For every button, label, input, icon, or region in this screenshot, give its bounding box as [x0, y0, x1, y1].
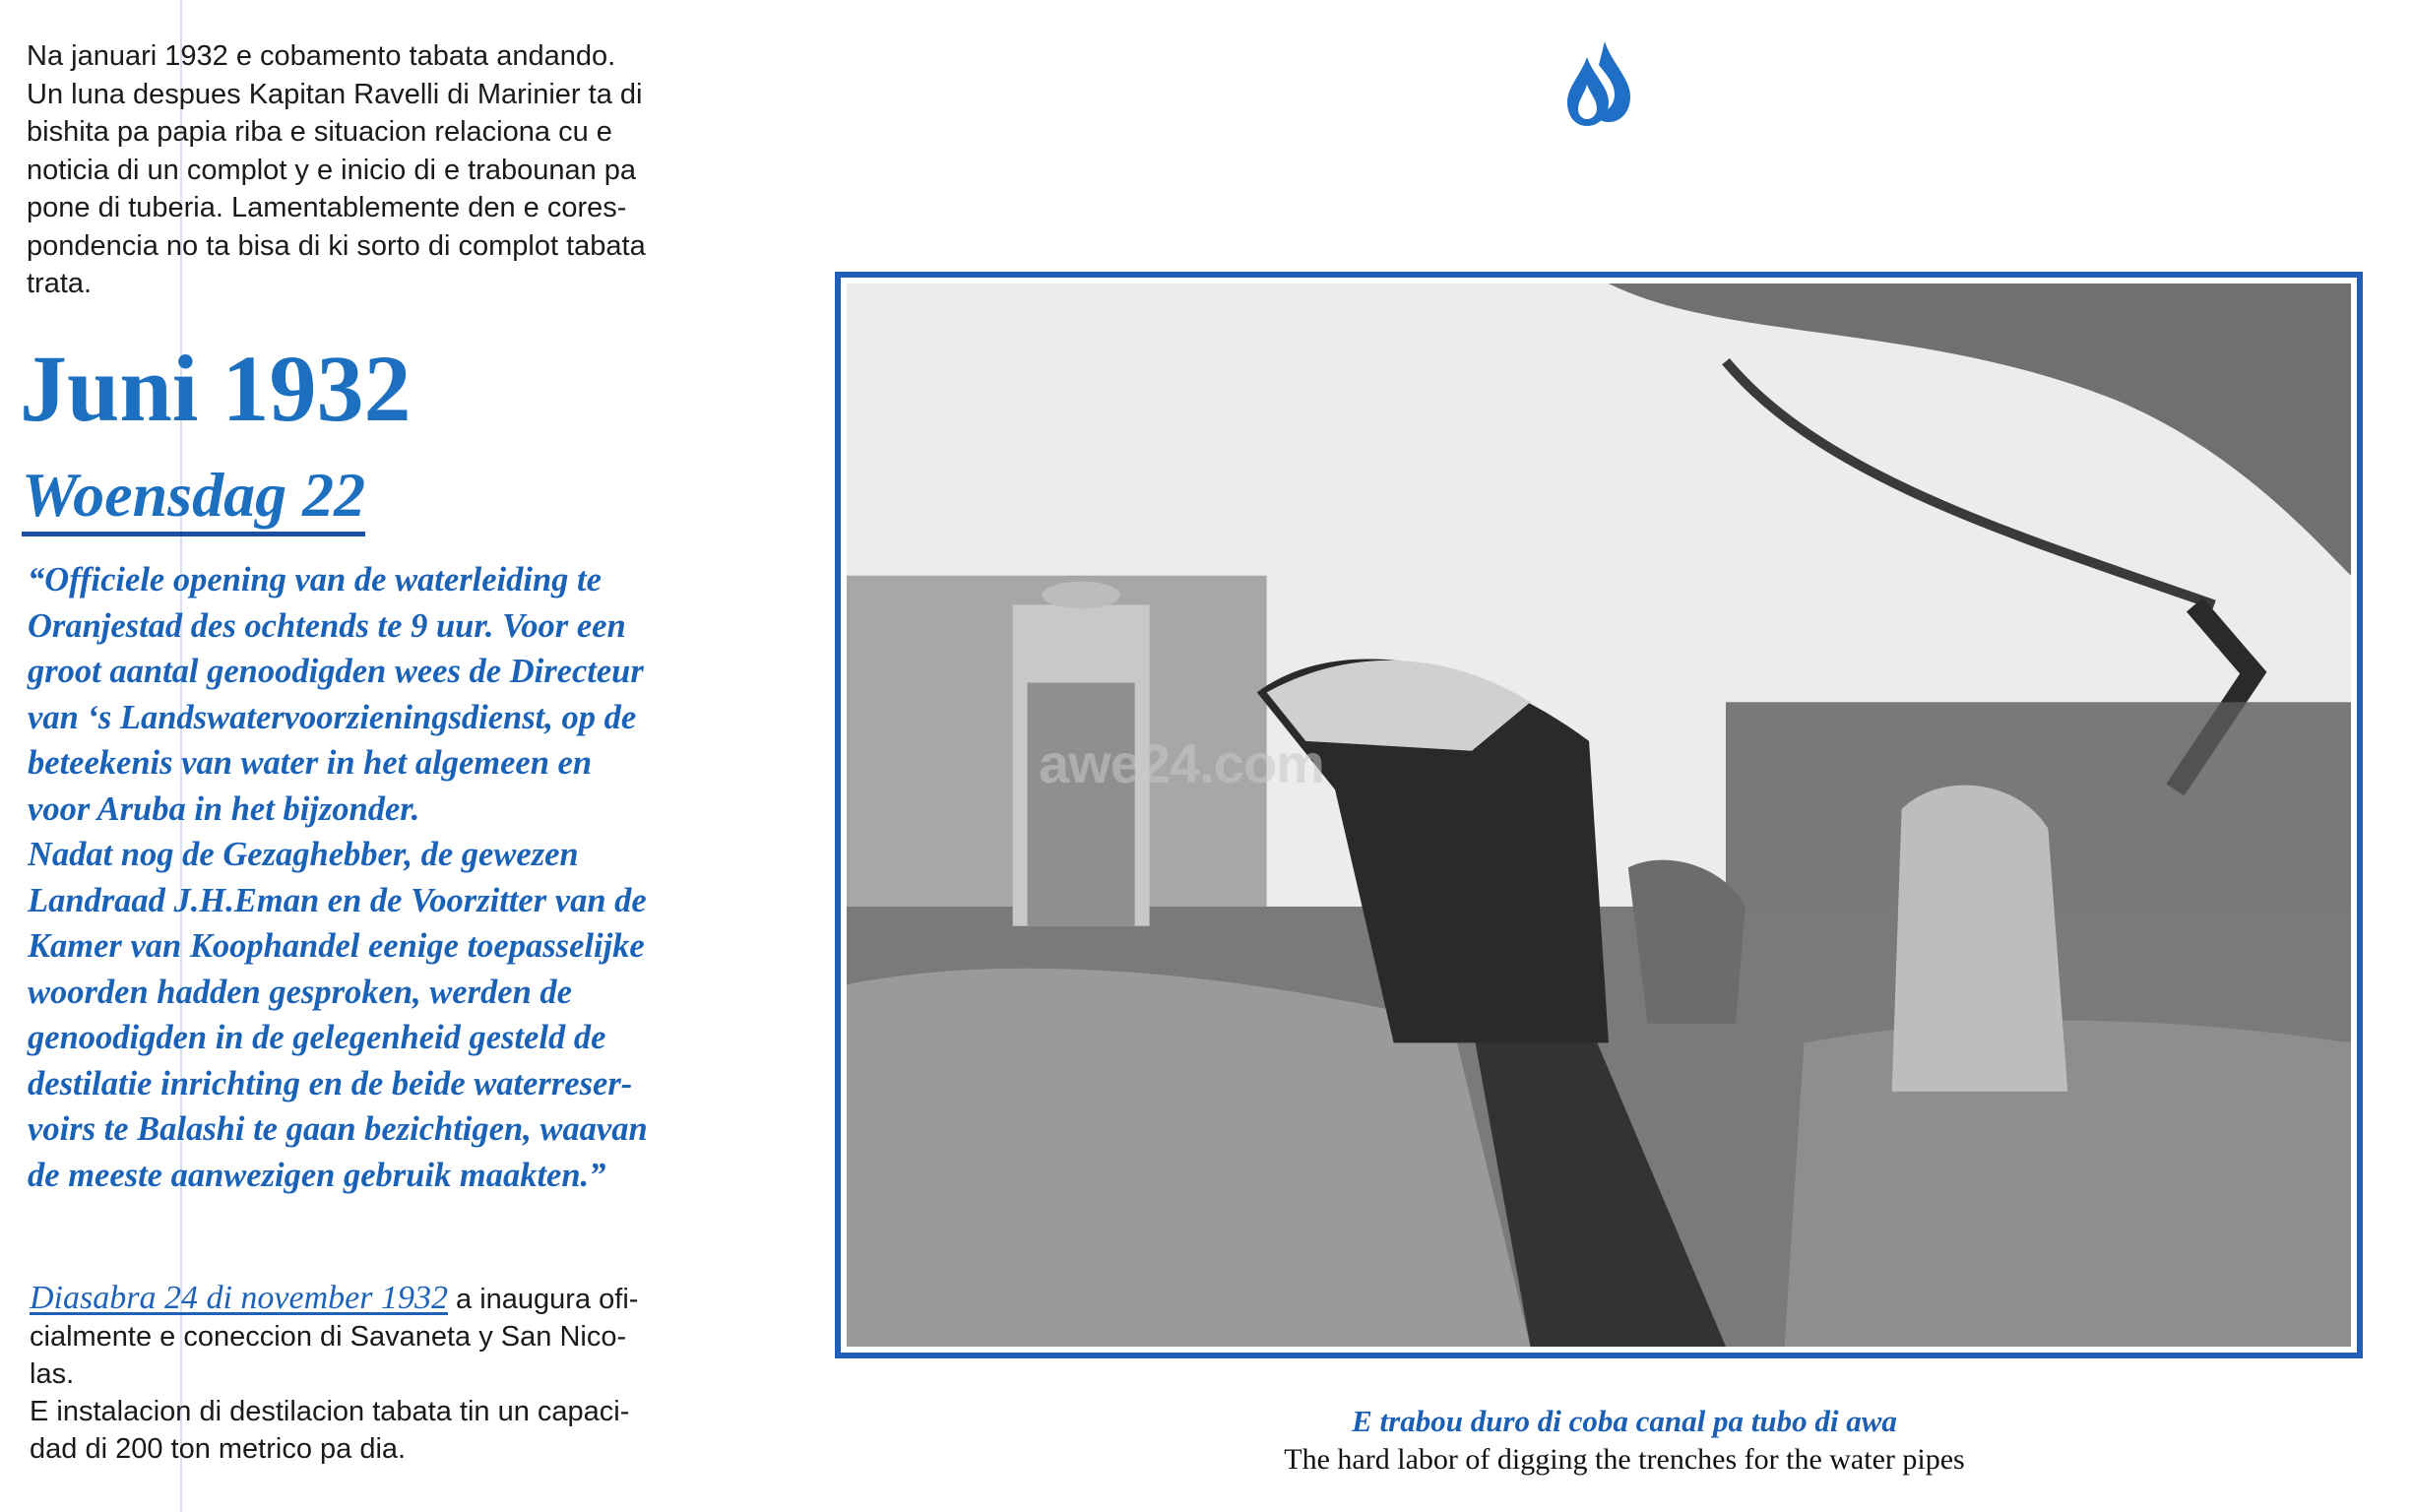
- month-heading: Juni 1932: [20, 336, 412, 441]
- intro-line: trata.: [27, 268, 93, 299]
- quote-line: “Officiele opening van de waterleiding te: [28, 561, 602, 598]
- newspaper-quote: [28, 557, 776, 1198]
- note-text: a inaugura ofi-: [447, 1284, 639, 1315]
- date-heading: Diasabra 24 di november 1932: [30, 1280, 448, 1316]
- watermark: awe24.com: [1039, 732, 1324, 794]
- intro-line: Un luna despues Kapitan Ravelli di Marinier ta di: [27, 78, 643, 110]
- intro-line: pondencia no ta bisa di ki sorto di complot tabata: [27, 229, 646, 262]
- quote-line: voirs te Balashi te gaan bezichtigen, waavan: [28, 1110, 648, 1148]
- caption-papiamento: E trabou duro di coba canal pa tubo di awa: [1352, 1404, 1897, 1438]
- quote-line: van ‘s Landswatervoorzieningsdienst, op de: [28, 698, 637, 736]
- quote-line: Nadat nog de Gezaghebber, de gewezen: [28, 836, 579, 873]
- quote-line: woorden hadden gesproken, werden de: [28, 973, 572, 1011]
- inauguration-note: [30, 1280, 758, 1468]
- note-line: cialmente e coneccion di Savaneta y San Nico-: [30, 1321, 627, 1353]
- intro-line: noticia di un complot y e inicio di e trabounan pa: [27, 154, 637, 186]
- photo-frame: [835, 272, 2363, 1358]
- quote-line: de meeste aanwezigen gebruik maakten.”: [28, 1156, 606, 1194]
- note-line: dad di 200 ton metrico pa dia.: [30, 1433, 407, 1465]
- intro-paragraph: [27, 37, 755, 303]
- intro-line: pone di tuberia. Lamentablemente den e cores-: [27, 192, 627, 223]
- caption-english: The hard labor of digging the trenches for the water pipes: [1284, 1443, 1965, 1476]
- quote-line: groot aantal genoodigden wees de Directeur: [28, 653, 644, 690]
- quote-line: voor Aruba in het bijzonder.: [28, 789, 420, 828]
- quote-line: genoodigden in de gelegenheid gesteld de: [28, 1019, 606, 1056]
- note-line: [30, 1280, 758, 1318]
- note-line: E instalacion di destilacion tabata tin un capaci-: [30, 1396, 630, 1427]
- trench-digging-photo: [847, 284, 2351, 1347]
- photo-caption: [1132, 1403, 2117, 1480]
- water-drop-icon: [1565, 39, 1634, 128]
- quote-line: Oranjestad des ochtends te 9 uur. Voor een: [28, 606, 626, 645]
- historical-photo: [847, 284, 2351, 1347]
- intro-line: Na januari 1932 e cobamento tabata andando.: [27, 40, 616, 72]
- quote-line: destilatie inrichting en de beide waterreser-: [28, 1064, 633, 1102]
- quote-line: Landraad J.H.Eman en de Voorzitter van de: [28, 881, 647, 919]
- quote-line: beteekenis van water in het algemeen en: [28, 744, 593, 782]
- note-line: las.: [30, 1358, 75, 1390]
- intro-line: bishita pa papia riba e situacion relaciona cu e: [27, 116, 612, 148]
- quote-line: Kamer van Koophandel eenige toepasselijke: [28, 927, 645, 965]
- day-heading: Woensdag 22: [22, 461, 365, 536]
